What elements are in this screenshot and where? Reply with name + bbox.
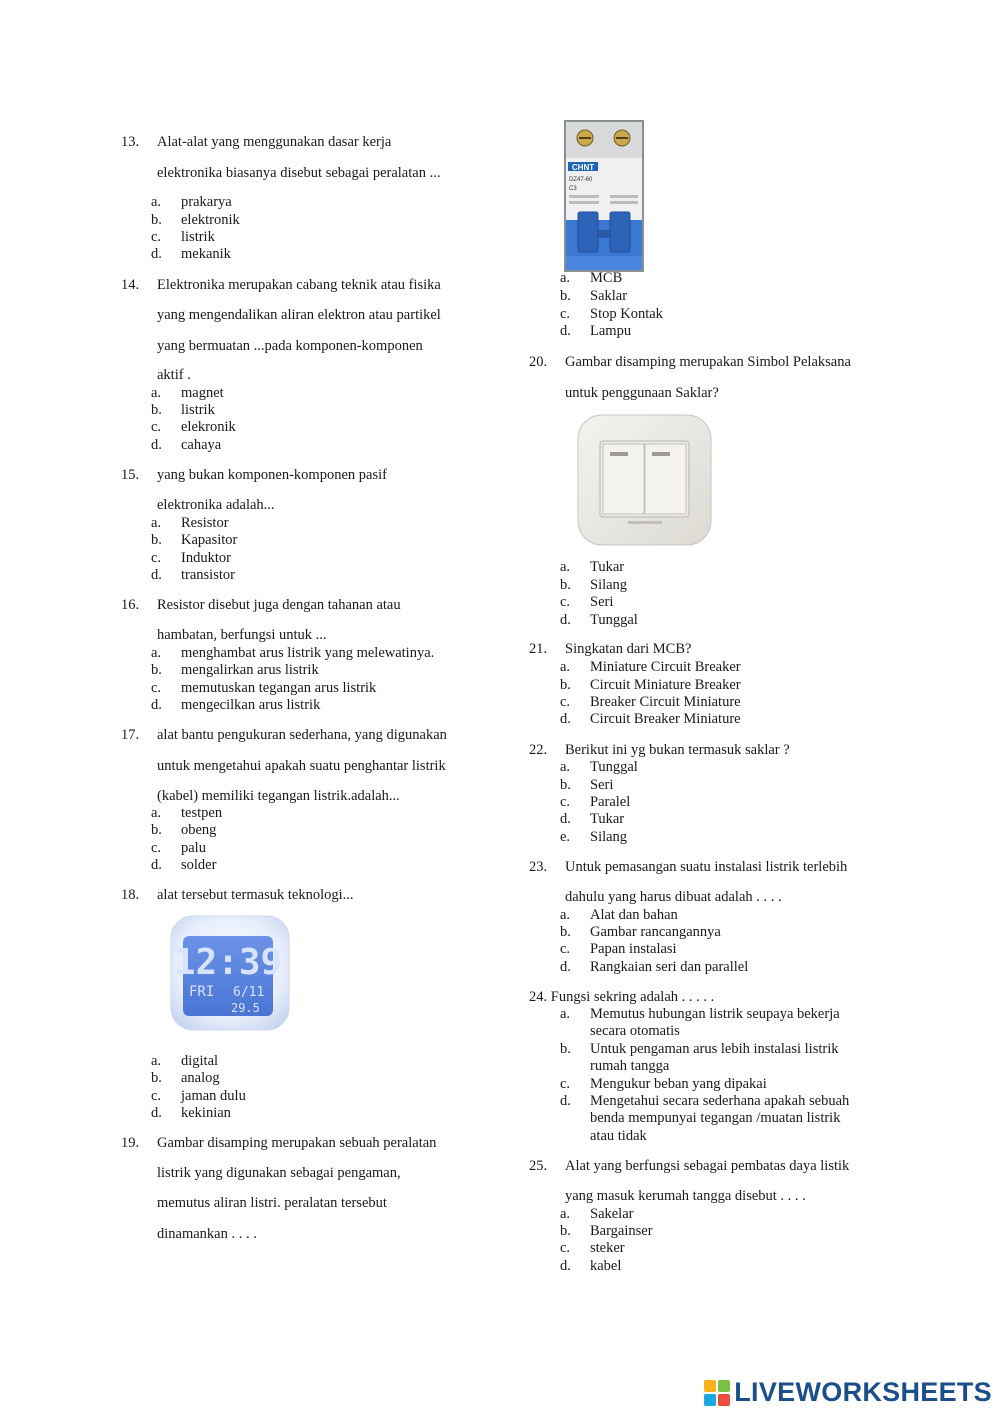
clock-date: 6/11: [233, 985, 265, 1000]
option-letter: a.: [560, 907, 571, 923]
question-text-line: yang bukan komponen-komponen pasif: [157, 467, 387, 483]
option-text[interactable]: cahaya: [181, 437, 222, 453]
option-text[interactable]: digital: [181, 1053, 219, 1069]
option-text[interactable]: menghambat arus listrik yang melewatinya.: [181, 645, 435, 661]
question-text-line: aktif .: [157, 367, 191, 383]
option-text[interactable]: Alat dan bahan: [590, 907, 678, 923]
question-text-line: Untuk pemasangan suatu instalasi listrik terlebih: [565, 859, 848, 875]
option-letter: b.: [151, 212, 162, 228]
question-text-line: hambatan, berfungsi untuk ...: [157, 627, 327, 643]
question-text-line: elektronika adalah...: [157, 497, 275, 513]
option-letter: a.: [151, 645, 162, 661]
option-text[interactable]: Paralel: [590, 794, 631, 810]
question-text-line: dinamankan . . . .: [157, 1226, 257, 1242]
option-text[interactable]: Papan instalasi: [590, 941, 677, 957]
option-text-continued[interactable]: rumah tangga: [590, 1058, 670, 1074]
option-letter: d.: [151, 697, 162, 713]
question-number: 25.: [529, 1158, 548, 1174]
option-text[interactable]: Kapasitor: [181, 532, 238, 548]
option-letter: d.: [151, 1105, 162, 1121]
option-letter: c.: [151, 840, 162, 856]
option-text[interactable]: Memutus hubungan listrik seupaya bekerja: [590, 1006, 840, 1022]
question-text-line: yang bermuatan ...pada komponen-komponen: [157, 338, 423, 354]
question-text-line: yang masuk kerumah tangga disebut . . . .: [565, 1188, 806, 1204]
logo-mark-icon: [704, 1380, 730, 1406]
option-text[interactable]: obeng: [181, 822, 217, 838]
option-letter: d.: [560, 811, 571, 827]
question-number: 17.: [121, 727, 140, 743]
question-text-line: dahulu yang harus dibuat adalah . . . .: [565, 889, 782, 905]
option-text[interactable]: kekinian: [181, 1105, 231, 1121]
clock-temp: 29.5: [231, 1001, 260, 1015]
option-text[interactable]: Tukar: [590, 811, 625, 827]
option-letter: b.: [151, 662, 162, 678]
question-text-line: (kabel) memiliki tegangan listrik.adalah...: [157, 788, 400, 804]
option-letter: d.: [151, 857, 162, 873]
question-text-line: Gambar disamping merupakan Simbol Pelaksana: [565, 354, 851, 370]
option-text[interactable]: Tukar: [590, 559, 625, 575]
option-text[interactable]: mengalirkan arus listrik: [181, 662, 319, 678]
option-letter: d.: [151, 437, 162, 453]
clock-day: FRI: [189, 984, 215, 1000]
option-letter: c.: [560, 306, 571, 322]
option-letter: b.: [151, 532, 162, 548]
option-text[interactable]: Seri: [590, 777, 614, 793]
option-letter: c.: [151, 229, 162, 245]
option-text[interactable]: Sakelar: [590, 1206, 634, 1222]
option-letter: a.: [560, 270, 571, 286]
option-text[interactable]: Bargainser: [590, 1223, 653, 1239]
question-text-line: Alat-alat yang menggunakan dasar kerja: [157, 134, 392, 150]
option-letter: d.: [560, 1093, 571, 1109]
option-letter: d.: [560, 612, 571, 628]
option-letter: a.: [151, 385, 162, 401]
question-text-line: elektronika biasanya disebut sebagai peralatan ...: [157, 165, 441, 181]
question-number: 16.: [121, 597, 140, 613]
option-letter: d.: [151, 246, 162, 262]
question-number: 19.: [121, 1135, 140, 1151]
option-letter: a.: [560, 759, 571, 775]
option-text[interactable]: Tunggal: [590, 759, 638, 775]
option-letter: a.: [151, 805, 162, 821]
option-text[interactable]: kabel: [590, 1258, 622, 1274]
question-text-line: Berikut ini yg bukan termasuk saklar ?: [565, 742, 790, 758]
option-text[interactable]: Induktor: [181, 550, 231, 566]
digital-clock-image: [165, 912, 295, 1036]
option-text[interactable]: Resistor: [181, 515, 229, 531]
option-letter: c.: [560, 694, 571, 710]
option-letter: b.: [560, 777, 571, 793]
option-letter: b.: [560, 924, 571, 940]
option-letter: a.: [151, 1053, 162, 1069]
question-text-line: untuk mengetahui apakah suatu penghantar listrik: [157, 758, 446, 774]
option-text[interactable]: magnet: [181, 385, 224, 401]
option-letter: c.: [151, 550, 162, 566]
option-letter: c.: [560, 1240, 571, 1256]
option-text[interactable]: Silang: [590, 829, 628, 845]
option-letter: c.: [560, 1076, 571, 1092]
option-text[interactable]: Mengukur beban yang dipakai: [590, 1076, 767, 1092]
question-text-line: Resistor disebut juga dengan tahanan atau: [157, 597, 401, 613]
option-letter: d.: [560, 323, 571, 339]
option-text[interactable]: jaman dulu: [181, 1088, 246, 1104]
option-text[interactable]: palu: [181, 840, 206, 856]
option-text[interactable]: listrik: [181, 402, 215, 418]
option-text[interactable]: Gambar rancangannya: [590, 924, 721, 940]
question-text-line: untuk penggunaan Saklar?: [565, 385, 719, 401]
mcb-model-label: DZ47-60: [569, 177, 593, 183]
option-letter: a.: [151, 194, 162, 210]
option-text[interactable]: Untuk pengaman arus lebih instalasi listrik: [590, 1041, 839, 1057]
option-text[interactable]: mengecilkan arus listrik: [181, 697, 321, 713]
option-text[interactable]: Circuit Breaker Miniature: [590, 711, 741, 727]
option-text[interactable]: Seri: [590, 594, 614, 610]
option-letter: c.: [151, 680, 162, 696]
option-letter: c.: [560, 794, 571, 810]
option-letter: a.: [560, 1206, 571, 1222]
option-text[interactable]: Lampu: [590, 323, 632, 339]
option-letter: d.: [151, 567, 162, 583]
option-letter: c.: [560, 594, 571, 610]
question-text-line: Alat yang berfungsi sebagai pembatas daya listik: [565, 1158, 850, 1174]
question-text-line: 24. Fungsi sekring adalah . . . . .: [529, 989, 715, 1005]
option-letter: b.: [560, 1041, 571, 1057]
option-text[interactable]: elektronik: [181, 212, 240, 228]
option-letter: d.: [560, 711, 571, 727]
question-text-line: alat bantu pengukuran sederhana, yang digunakan: [157, 727, 447, 743]
option-text[interactable]: listrik: [181, 229, 215, 245]
option-letter: b.: [560, 288, 571, 304]
option-letter: c.: [151, 1088, 162, 1104]
liveworksheets-logo[interactable]: [704, 1377, 992, 1408]
question-text-line: Elektronika merupakan cabang teknik atau fisika: [157, 277, 441, 293]
option-text[interactable]: testpen: [181, 805, 223, 821]
option-text-continued[interactable]: benda mempunyai tegangan /muatan listrik: [590, 1110, 841, 1126]
option-text[interactable]: elekronik: [181, 419, 236, 435]
option-text[interactable]: MCB: [590, 270, 623, 286]
option-letter: b.: [560, 577, 571, 593]
option-letter: b.: [151, 822, 162, 838]
question-number: 22.: [529, 742, 548, 758]
clock-time: 12:39: [173, 942, 283, 983]
option-text[interactable]: Rangkaian seri dan parallel: [590, 959, 749, 975]
question-text-line: listrik yang digunakan sebagai pengaman,: [157, 1165, 401, 1181]
option-letter: e.: [560, 829, 571, 845]
question-number: 15.: [121, 467, 140, 483]
option-text[interactable]: mekanik: [181, 246, 231, 262]
option-letter: b.: [560, 1223, 571, 1239]
option-letter: d.: [560, 959, 571, 975]
mcb-brand-label: CHNT: [571, 163, 595, 172]
switch-image: [576, 413, 713, 547]
option-letter: b.: [151, 1070, 162, 1086]
option-text[interactable]: transistor: [181, 567, 235, 583]
option-letter: a.: [151, 515, 162, 531]
option-letter: a.: [560, 1006, 571, 1022]
option-text[interactable]: Tunggal: [590, 612, 638, 628]
mcb-image: [564, 120, 644, 272]
option-text[interactable]: Breaker Circuit Miniature: [590, 694, 741, 710]
option-text[interactable]: Miniature Circuit Breaker: [590, 659, 741, 675]
option-letter: a.: [560, 659, 571, 675]
question-number: 23.: [529, 859, 548, 875]
question-number: 18.: [121, 887, 140, 903]
option-letter: d.: [560, 1258, 571, 1274]
option-text[interactable]: memutuskan tegangan arus listrik: [181, 680, 377, 696]
option-text[interactable]: Circuit Miniature Breaker: [590, 677, 741, 693]
option-text-continued[interactable]: atau tidak: [590, 1128, 647, 1144]
logo-text: LIVEWORKSHEETS: [734, 1377, 992, 1407]
option-letter: c.: [151, 419, 162, 435]
option-text[interactable]: prakarya: [181, 194, 232, 210]
question-text-line: yang mengendalikan aliran elektron atau partikel: [157, 307, 441, 323]
option-text-continued[interactable]: secara otomatis: [590, 1023, 680, 1039]
question-number: 14.: [121, 277, 140, 293]
option-letter: c.: [560, 941, 571, 957]
question-text-line: Gambar disamping merupakan sebuah peralatan: [157, 1135, 437, 1151]
option-text[interactable]: Mengetahui secara sederhana apakah sebuah: [590, 1093, 850, 1109]
option-letter: a.: [560, 559, 571, 575]
question-number: 20.: [529, 354, 548, 370]
mcb-rating-label: C3: [569, 186, 577, 192]
question-number: 13.: [121, 134, 140, 150]
question-text-line: memutus aliran listri. peralatan tersebut: [157, 1195, 387, 1211]
option-text[interactable]: steker: [590, 1240, 625, 1256]
question-text-line: alat tersebut termasuk teknologi...: [157, 887, 354, 903]
question-number: 21.: [529, 641, 548, 657]
option-letter: b.: [560, 677, 571, 693]
option-text[interactable]: Stop Kontak: [590, 306, 663, 322]
option-text[interactable]: Silang: [590, 577, 628, 593]
option-text[interactable]: Saklar: [590, 288, 628, 304]
question-text-line: Singkatan dari MCB?: [565, 641, 692, 657]
option-text[interactable]: analog: [181, 1070, 220, 1086]
option-text[interactable]: solder: [181, 857, 217, 873]
option-letter: b.: [151, 402, 162, 418]
